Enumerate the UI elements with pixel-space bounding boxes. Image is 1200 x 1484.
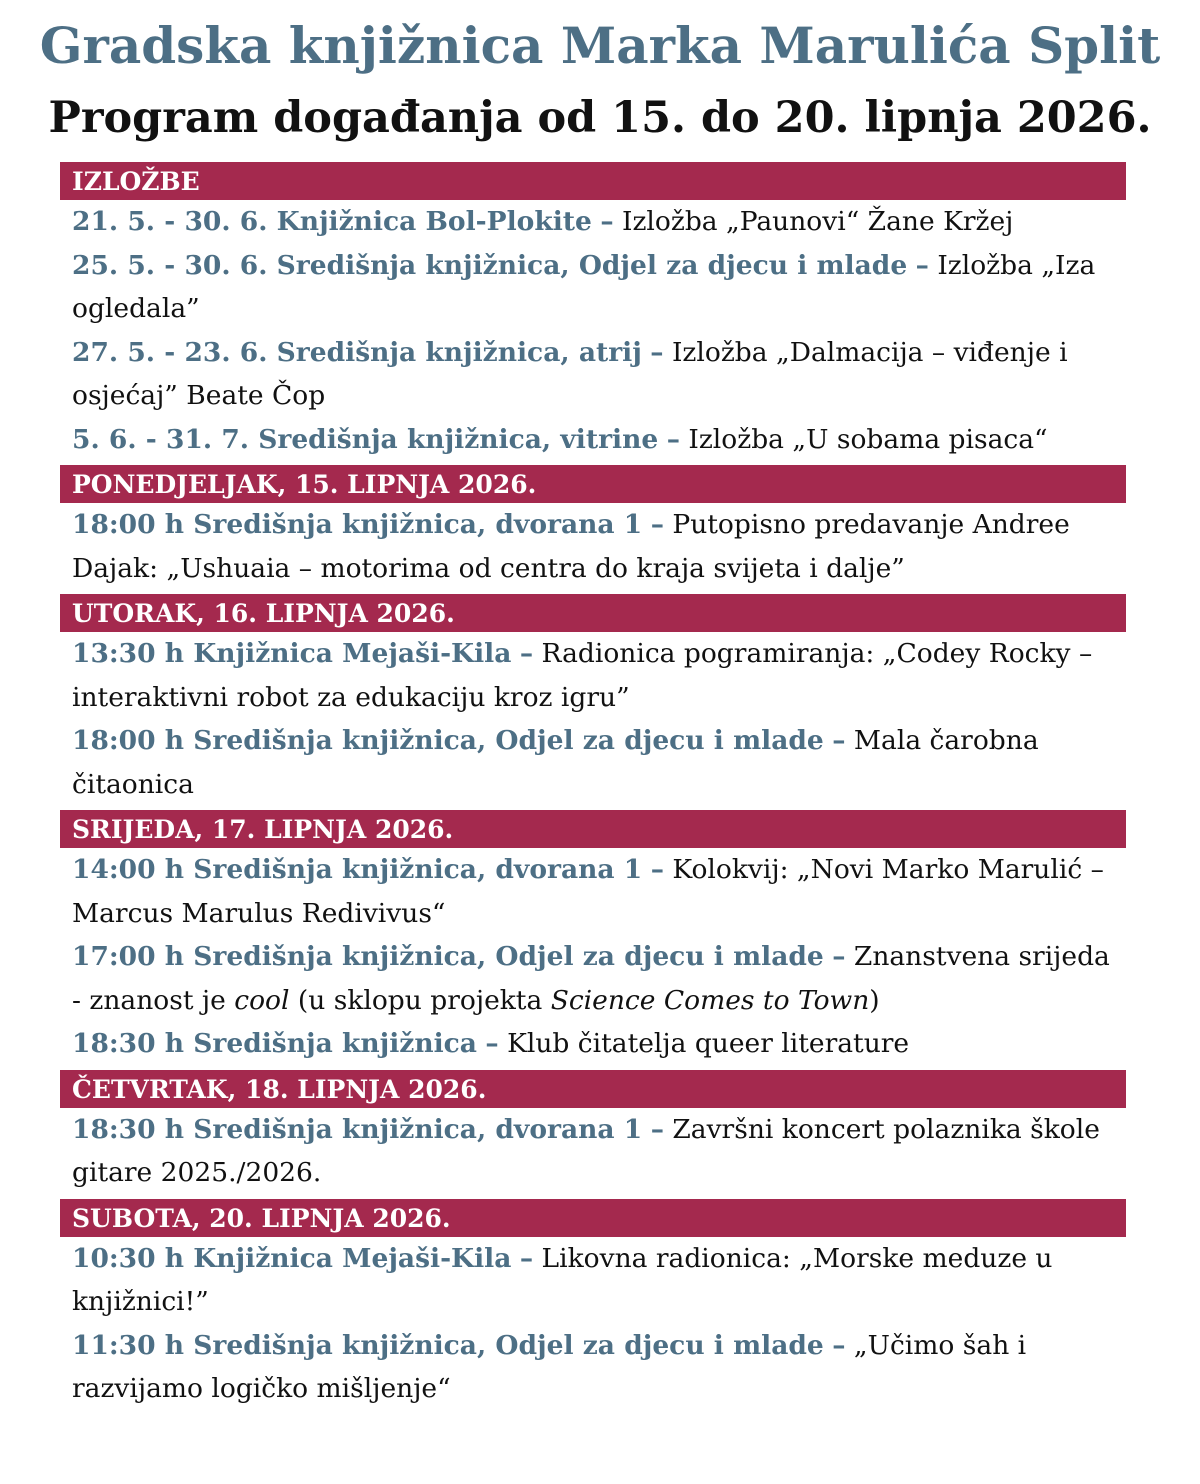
- event-separator: –: [519, 1242, 534, 1274]
- event-description: Putopisno predavanje Andree Dajak: „Ushuaia – motorima od centra do kraja svijeta i dalje”: [72, 509, 1070, 584]
- event-item: [60, 848, 1126, 935]
- event-description: Klub čitatelja queer literature: [507, 1028, 910, 1059]
- event-item: [60, 331, 1126, 418]
- event-description: Mala čarobna čitaonica: [72, 725, 1039, 800]
- event-date-location: 14:00 h Središnja knjižnica, dvorana 1: [72, 854, 643, 885]
- event-item: [60, 418, 1126, 462]
- event-date-location: 10:30 h Knjižnica Mejaši-Kila: [72, 1242, 512, 1274]
- event-separator: –: [666, 423, 680, 455]
- event-separator: –: [650, 509, 664, 540]
- event-separator: –: [650, 1113, 664, 1145]
- event-date-location: 18:30 h Središnja knjižnica: [72, 1028, 477, 1059]
- event-description: Izložba „Paunovi“ Žane Kržej: [622, 206, 1014, 237]
- event-separator: –: [650, 336, 664, 368]
- event-description: (u sklopu projekta: [289, 984, 551, 1016]
- event-separator: –: [832, 725, 846, 756]
- event-item: [60, 1022, 1126, 1066]
- event-date-location: 27. 5. - 23. 6. Središnja knjižnica, atrij: [72, 336, 642, 368]
- event-item: [60, 632, 1126, 719]
- program-subtitle: Program događanja od 15. do 20. lipnja 2026.: [48, 93, 1152, 143]
- event-item: [60, 1324, 1126, 1411]
- event-date-location: 17:00 h Središnja knjižnica, Odjel za djecu i mlade: [72, 941, 824, 972]
- event-date-location: 18:30 h Središnja knjižnica, dvorana 1: [72, 1113, 643, 1145]
- event-description: Kolokvij: „Novi Marko Marulić – Marcus Marulus Redivivus“: [72, 854, 1104, 929]
- section-heading: PONEDJELJAK, 15. LIPNJA 2026.: [60, 465, 1126, 503]
- event-date-location: 5. 6. - 31. 7. Središnja knjižnica, vitrine: [72, 423, 659, 455]
- program-content: [60, 162, 1126, 1411]
- event-separator: –: [485, 1028, 499, 1059]
- section-heading: SRIJEDA, 17. LIPNJA 2026.: [60, 810, 1126, 848]
- event-separator: –: [650, 854, 664, 885]
- event-date-location: 25. 5. - 30. 6. Središnja knjižnica, Odjel za djecu i mlade: [72, 249, 908, 281]
- event-item: [60, 1108, 1126, 1195]
- event-description: „Učimo šah i razvijamo logičko mišljenje“: [72, 1329, 1027, 1404]
- event-item: [60, 935, 1126, 1022]
- section-heading: ČETVRTAK, 18. LIPNJA 2026.: [60, 1070, 1126, 1108]
- event-description: ): [869, 984, 880, 1016]
- event-description: Znanstvena srijeda - znanost je: [72, 941, 1110, 1016]
- library-title: Gradska knjižnica Marka Marulića Split: [39, 16, 1161, 75]
- event-description: Izložba „Iza ogledala”: [72, 249, 1096, 324]
- event-description: Izložba „Dalmacija – viđenje i osjećaj” Beate Čop: [72, 336, 1068, 411]
- event-item: [60, 244, 1126, 331]
- event-date-location: 18:00 h Središnja knjižnica, Odjel za djecu i mlade: [72, 725, 824, 756]
- event-description: Radionica pogramiranja: „Codey Rocky – interaktivni robot za edukaciju kroz igru”: [72, 638, 1093, 713]
- event-description-italic: cool: [234, 984, 290, 1016]
- event-item: [60, 719, 1126, 806]
- event-description-italic: Science Comes to Town: [550, 984, 870, 1016]
- event-separator: –: [600, 206, 614, 237]
- event-separator: –: [519, 638, 534, 669]
- event-separator: –: [915, 249, 929, 281]
- section-heading: SUBOTA, 20. LIPNJA 2026.: [60, 1199, 1126, 1237]
- event-item: [60, 1237, 1126, 1324]
- event-date-location: 18:00 h Središnja knjižnica, dvorana 1: [72, 509, 643, 540]
- event-separator: –: [832, 941, 846, 972]
- event-description: Izložba „U sobama pisaca“: [688, 423, 1048, 455]
- event-description: Likovna radionica: „Morske meduze u knjižnici!”: [72, 1242, 1053, 1317]
- event-separator: –: [832, 1329, 846, 1361]
- event-date-location: 21. 5. - 30. 6. Knjižnica Bol-Plokite: [72, 206, 592, 237]
- event-item: [60, 503, 1126, 590]
- event-item: [60, 200, 1126, 244]
- section-heading: IZLOŽBE: [60, 162, 1126, 200]
- event-description: Završni koncert polaznika škole gitare 2025./2026.: [72, 1113, 1100, 1188]
- event-date-location: 13:30 h Knjižnica Mejaši-Kila: [72, 638, 512, 669]
- section-heading: UTORAK, 16. LIPNJA 2026.: [60, 594, 1126, 632]
- event-date-location: 11:30 h Središnja knjižnica, Odjel za djecu i mlade: [72, 1329, 824, 1361]
